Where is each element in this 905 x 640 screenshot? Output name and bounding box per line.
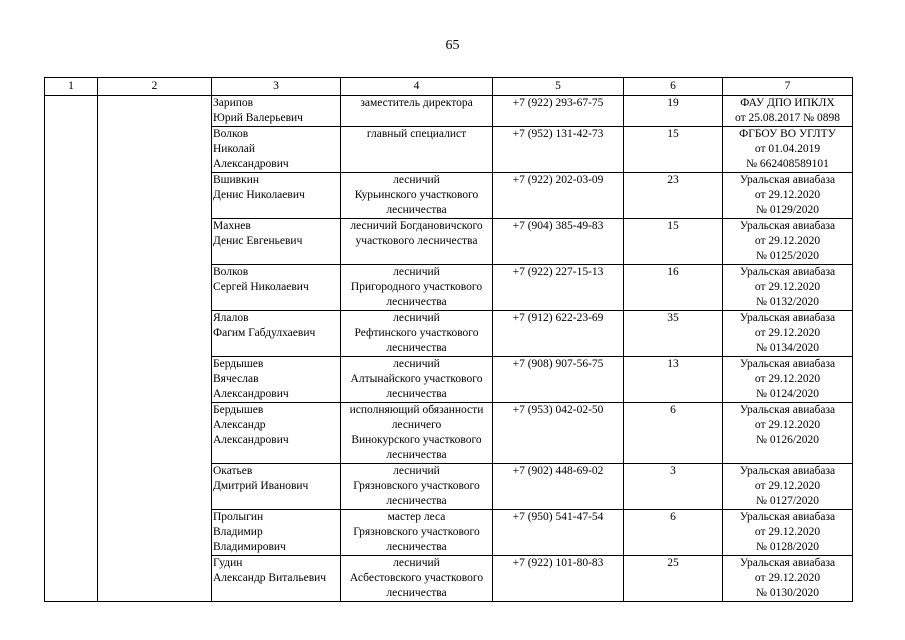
experience-cell: 23 [624, 173, 723, 219]
header-row [45, 78, 853, 96]
position-cell: лесничий Алтынайского участкового лесничества [341, 357, 493, 403]
certificate-cell: Уральская авиабаза от 29.12.2020 № 0124/2020 [723, 357, 853, 403]
experience-cell: 19 [624, 96, 723, 127]
employee-name-cell: Бердышев Вячеслав Александрович [212, 357, 341, 403]
position-cell: лесничий Богдановичского участкового лесничества [341, 219, 493, 265]
column-header-7: 7 [723, 78, 853, 96]
phone-cell: +7 (950) 541-47-54 [493, 510, 624, 556]
phone-cell: +7 (952) 131-42-73 [493, 127, 624, 173]
position-cell: заместитель директора [341, 96, 493, 127]
certificate-cell: Уральская авиабаза от 29.12.2020 № 0134/2020 [723, 311, 853, 357]
phone-cell: +7 (922) 293-67-75 [493, 96, 624, 127]
certificate-cell: Уральская авиабаза от 29.12.2020 № 0125/2020 [723, 219, 853, 265]
employee-name-cell: Зарипов Юрий Валерьевич [212, 96, 341, 127]
certificate-cell: ФГБОУ ВО УГЛТУ от 01.04.2019 № 662408589101 [723, 127, 853, 173]
position-cell: лесничий Пригородного участкового лесничества [341, 265, 493, 311]
certificate-cell: Уральская авиабаза от 29.12.2020 № 0127/2020 [723, 464, 853, 510]
employee-name-cell: Ялалов Фагим Габдулхаевич [212, 311, 341, 357]
column-header-4: 4 [341, 78, 493, 96]
experience-cell: 6 [624, 403, 723, 464]
page-number: 65 [445, 38, 460, 53]
employee-name-cell: Гудин Александр Витальевич [212, 556, 341, 602]
certificate-cell: Уральская авиабаза от 29.12.2020 № 0129/2020 [723, 173, 853, 219]
experience-cell: 25 [624, 556, 723, 602]
phone-cell: +7 (904) 385-49-83 [493, 219, 624, 265]
employee-name-cell: Волков Сергей Николаевич [212, 265, 341, 311]
certificate-cell: Уральская авиабаза от 29.12.2020 № 0128/2020 [723, 510, 853, 556]
certificate-cell: Уральская авиабаза от 29.12.2020 № 0130/2020 [723, 556, 853, 602]
experience-cell: 15 [624, 127, 723, 173]
position-cell: мастер леса Грязновского участкового лесничества [341, 510, 493, 556]
phone-cell: +7 (922) 227-15-13 [493, 265, 624, 311]
employee-name-cell: Волков Николай Александрович [212, 127, 341, 173]
column-header-5: 5 [493, 78, 624, 96]
phone-cell: +7 (912) 622-23-69 [493, 311, 624, 357]
experience-cell: 6 [624, 510, 723, 556]
employee-name-cell: Пролыгин Владимир Владимирович [212, 510, 341, 556]
experience-cell: 15 [624, 219, 723, 265]
employee-name-cell: Вшивкин Денис Николаевич [212, 173, 341, 219]
experience-cell: 3 [624, 464, 723, 510]
column-2-cell [98, 96, 212, 602]
position-cell: лесничий Асбестовского участкового лесничества [341, 556, 493, 602]
phone-cell: +7 (922) 101-80-83 [493, 556, 624, 602]
certificate-cell: ФАУ ДПО ИПКЛХ от 25.08.2017 № 0898 [723, 96, 853, 127]
column-header-6: 6 [624, 78, 723, 96]
position-cell: лесничий Грязновского участкового лесничества [341, 464, 493, 510]
column-header-3: 3 [212, 78, 341, 96]
staff-table [44, 77, 853, 602]
column-1-cell [45, 96, 98, 602]
position-cell: исполняющий обязанности лесничего Винокурского участкового лесничества [341, 403, 493, 464]
position-cell: главный специалист [341, 127, 493, 173]
position-cell: лесничий Рефтинского участкового лесничества [341, 311, 493, 357]
employee-name-cell: Махнев Денис Евгеньевич [212, 219, 341, 265]
phone-cell: +7 (902) 448-69-02 [493, 464, 624, 510]
employee-name-cell: Окатьев Дмитрий Иванович [212, 464, 341, 510]
experience-cell: 13 [624, 357, 723, 403]
experience-cell: 35 [624, 311, 723, 357]
certificate-cell: Уральская авиабаза от 29.12.2020 № 0132/2020 [723, 265, 853, 311]
position-cell: лесничий Курьинского участкового лесничества [341, 173, 493, 219]
column-header-1: 1 [45, 78, 98, 96]
phone-cell: +7 (908) 907-56-75 [493, 357, 624, 403]
column-header-2: 2 [98, 78, 212, 96]
phone-cell: +7 (922) 202-03-09 [493, 173, 624, 219]
table-row [45, 96, 853, 127]
experience-cell: 16 [624, 265, 723, 311]
certificate-cell: Уральская авиабаза от 29.12.2020 № 0126/2020 [723, 403, 853, 464]
employee-name-cell: Бердышев Александр Александрович [212, 403, 341, 464]
phone-cell: +7 (953) 042-02-50 [493, 403, 624, 464]
